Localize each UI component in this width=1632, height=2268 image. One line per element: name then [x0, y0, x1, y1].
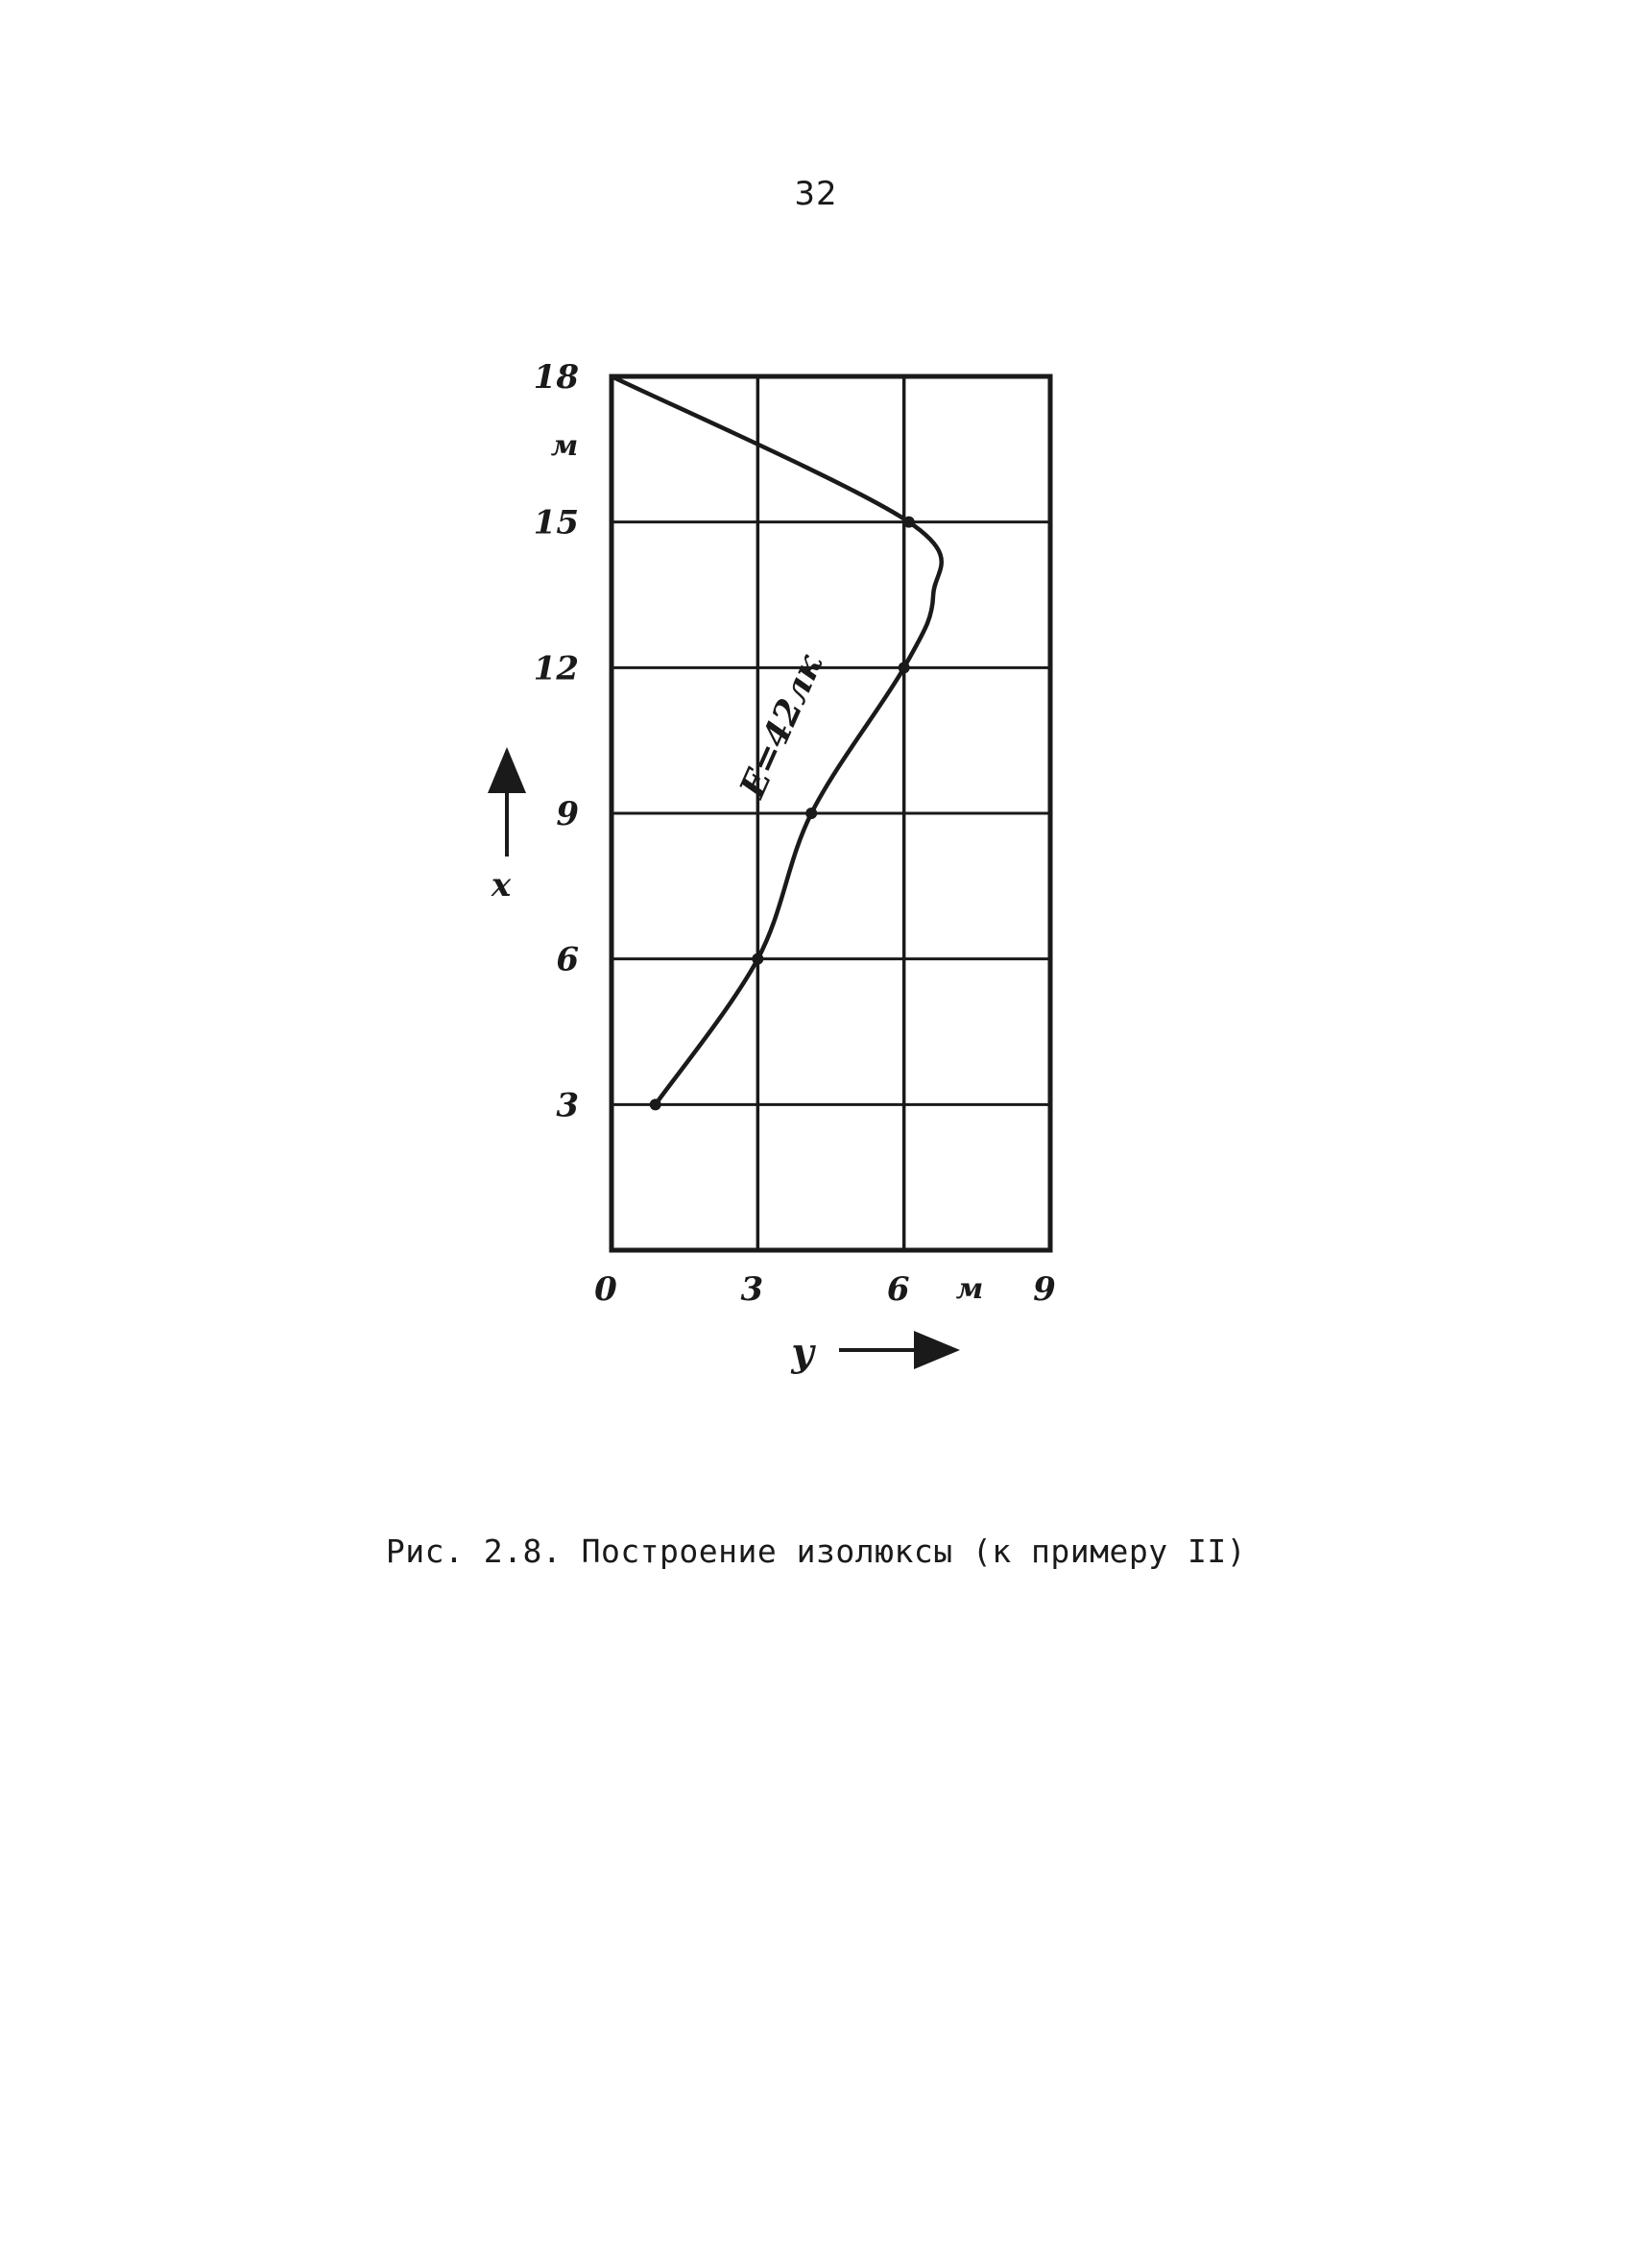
curve-point-0	[650, 1098, 661, 1110]
curve-point-4	[903, 517, 915, 528]
curve-point-3	[899, 662, 910, 673]
y-tick-label-15: 15	[533, 503, 579, 543]
y-tick-label-6: 6	[556, 940, 579, 979]
grid	[612, 376, 1050, 1250]
y-tick-label-3: 3	[556, 1086, 579, 1125]
x-tick-label-3: 3	[740, 1270, 764, 1309]
curve-point-2	[805, 808, 817, 819]
x-tick-label-9: 9	[1033, 1270, 1056, 1309]
curve-label: E=42лк	[732, 648, 831, 805]
y-tick-label-9: 9	[556, 795, 579, 833]
y-axis-label: x	[491, 866, 512, 905]
x-axis-unit-label: м	[955, 1272, 984, 1306]
y-axis-unit-label: м	[550, 429, 579, 463]
figure-caption: Рис. 2.8. Построение изолюксы (к примеру II)	[385, 1532, 1247, 1570]
x-tick-label-0: 0	[594, 1270, 617, 1309]
y-tick-label-12: 12	[533, 649, 579, 688]
x-tick-label-6: 6	[886, 1270, 910, 1309]
curve-point-1	[752, 953, 763, 965]
x-axis-label: y	[791, 1330, 814, 1375]
y-tick-label-18: 18	[533, 358, 579, 397]
page-number: 32	[794, 175, 838, 213]
